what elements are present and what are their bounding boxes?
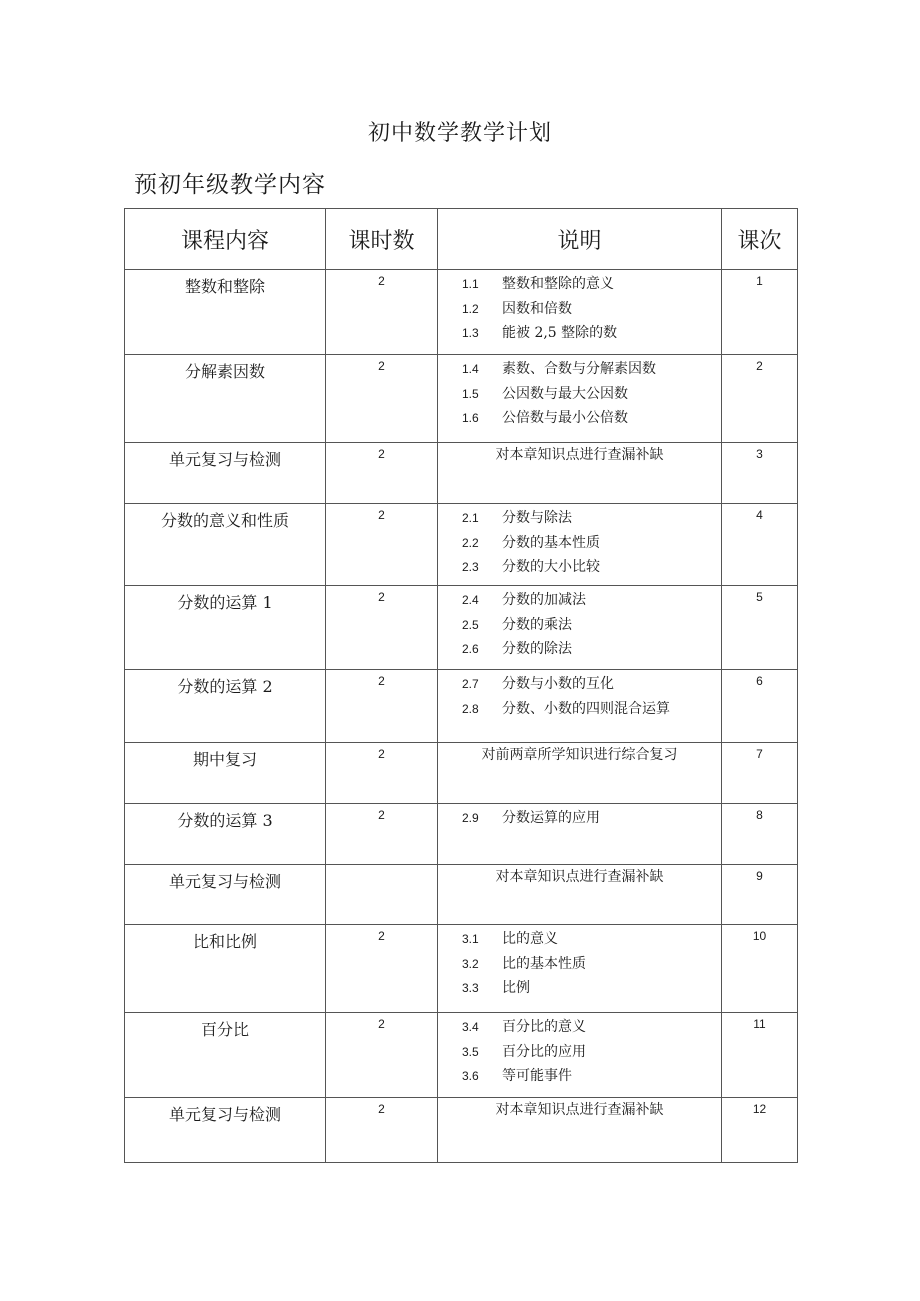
description-item [462, 613, 721, 638]
item-number: 3.1 [462, 932, 479, 946]
item-text: 分数的大小比较 [502, 559, 600, 575]
table-row [125, 865, 798, 925]
lesson-number-cell: 9 [722, 865, 798, 925]
description-item [462, 806, 721, 831]
description-cell [438, 443, 722, 504]
description-text: 对本章知识点进行查漏补缺 [495, 447, 664, 463]
description-item [462, 952, 721, 977]
item-text: 分数的加减法 [502, 592, 586, 608]
description-cell [438, 270, 722, 355]
description-cell [438, 925, 722, 1013]
course-name-cell: 分数的运算 3 [125, 804, 326, 865]
item-text: 分数运算的应用 [502, 810, 600, 826]
description-item [462, 588, 721, 613]
hours-cell: 2 [326, 1013, 438, 1098]
item-text: 等可能事件 [502, 1068, 572, 1084]
item-number: 2.3 [462, 560, 479, 574]
description-item [462, 1015, 721, 1040]
teaching-plan-table [124, 208, 798, 1163]
document-title: 初中数学教学计划 [367, 121, 552, 146]
item-number: 3.5 [462, 1044, 479, 1059]
hours-cell: 2 [326, 443, 438, 504]
description-item [462, 506, 721, 531]
item-number: 3.3 [462, 981, 479, 995]
item-number: 1.5 [462, 386, 479, 401]
header-lesson-number: 课次 [722, 209, 798, 270]
lesson-number-cell: 8 [722, 804, 798, 865]
item-text: 百分比的应用 [502, 1043, 586, 1060]
lesson-number-cell: 7 [722, 743, 798, 804]
course-name-cell: 期中复习 [125, 743, 326, 804]
item-text: 百分比的意义 [502, 1019, 586, 1035]
table-row [125, 355, 798, 443]
course-name-cell: 单元复习与检测 [125, 865, 326, 925]
item-number: 2.2 [462, 535, 479, 550]
hours-cell: 2 [326, 270, 438, 355]
description-cell [438, 1098, 722, 1163]
description-item [462, 272, 721, 297]
description-item [462, 531, 721, 556]
hours-cell: 2 [326, 504, 438, 586]
course-name-cell: 整数和整除 [125, 270, 326, 355]
item-number: 1.1 [462, 277, 479, 291]
item-number: 2.1 [462, 511, 479, 525]
table-row [125, 1013, 798, 1098]
description-item [462, 555, 721, 580]
table-row [125, 443, 798, 504]
item-text: 分数与除法 [502, 510, 572, 526]
item-number: 1.6 [462, 411, 479, 425]
course-name-cell: 分解素因数 [125, 355, 326, 443]
section-subtitle: 预初年级教学内容 [134, 172, 326, 198]
item-text: 因数和倍数 [502, 300, 572, 317]
header-course-content: 课程内容 [125, 209, 326, 270]
item-number: 1.2 [462, 301, 479, 316]
description-text: 对本章知识点进行查漏补缺 [495, 1102, 664, 1118]
lesson-number-cell: 12 [722, 1098, 798, 1163]
item-text: 分数、小数的四则混合运算 [502, 700, 670, 717]
hours-cell: 2 [326, 743, 438, 804]
table-row [125, 270, 798, 355]
hours-cell [326, 865, 438, 925]
lesson-number-cell: 3 [722, 443, 798, 504]
description-cell [438, 670, 722, 743]
table-body [125, 270, 798, 1163]
table-header-row [125, 209, 798, 270]
item-text: 公倍数与最小公倍数 [502, 410, 628, 426]
table-row [125, 743, 798, 804]
course-name-cell: 分数的运算 2 [125, 670, 326, 743]
table-row [125, 670, 798, 743]
hours-cell: 2 [326, 925, 438, 1013]
hours-cell: 2 [326, 586, 438, 670]
hours-cell: 2 [326, 1098, 438, 1163]
course-name-cell: 分数的运算 1 [125, 586, 326, 670]
description-item [462, 357, 721, 382]
lesson-number-cell: 5 [722, 586, 798, 670]
table-row [125, 925, 798, 1013]
description-item [462, 697, 721, 722]
course-name-cell: 分数的意义和性质 [125, 504, 326, 586]
description-cell [438, 1013, 722, 1098]
lesson-number-cell: 6 [722, 670, 798, 743]
description-item [462, 297, 721, 322]
item-number: 2.4 [462, 593, 479, 607]
item-number: 2.9 [462, 811, 479, 825]
item-text: 分数的乘法 [502, 616, 572, 633]
course-name-cell: 百分比 [125, 1013, 326, 1098]
lesson-number-cell: 4 [722, 504, 798, 586]
item-number: 2.8 [462, 701, 479, 716]
hours-cell: 2 [326, 355, 438, 443]
description-item [462, 321, 721, 346]
course-name-cell: 单元复习与检测 [125, 443, 326, 504]
description-text: 对本章知识点进行查漏补缺 [495, 869, 664, 885]
description-cell [438, 355, 722, 443]
table-row [125, 586, 798, 670]
description-cell [438, 743, 722, 804]
description-item [462, 1064, 721, 1089]
item-number: 1.4 [462, 362, 479, 376]
table-row [125, 504, 798, 586]
item-text: 分数的基本性质 [502, 534, 600, 551]
lesson-number-cell: 1 [722, 270, 798, 355]
course-name-cell: 单元复习与检测 [125, 1098, 326, 1163]
item-text: 素数、合数与分解素因数 [502, 361, 656, 377]
description-item [462, 406, 721, 431]
description-item [462, 637, 721, 662]
description-cell [438, 504, 722, 586]
table-row [125, 804, 798, 865]
item-number: 2.7 [462, 677, 479, 691]
description-item [462, 672, 721, 697]
item-number: 2.5 [462, 617, 479, 632]
item-number: 3.2 [462, 956, 479, 971]
table-row [125, 1098, 798, 1163]
course-name-cell: 比和比例 [125, 925, 326, 1013]
description-item [462, 976, 721, 1001]
item-text: 分数与小数的互化 [502, 676, 614, 692]
description-cell [438, 865, 722, 925]
header-description: 说明 [438, 209, 722, 270]
item-text: 比的基本性质 [502, 955, 586, 972]
lesson-number-cell: 2 [722, 355, 798, 443]
item-number: 3.6 [462, 1069, 479, 1083]
hours-cell: 2 [326, 670, 438, 743]
item-text: 分数的除法 [502, 641, 572, 657]
description-item [462, 927, 721, 952]
description-cell [438, 586, 722, 670]
item-text: 比例 [502, 980, 530, 996]
item-number: 3.4 [462, 1020, 479, 1034]
description-cell [438, 804, 722, 865]
lesson-number-cell: 10 [722, 925, 798, 1013]
item-text: 比的意义 [502, 931, 558, 947]
item-number: 2.6 [462, 642, 479, 656]
description-text: 对前两章所学知识进行综合复习 [481, 747, 678, 763]
item-text: 整数和整除的意义 [502, 276, 614, 292]
header-hours: 课时数 [326, 209, 438, 270]
lesson-number-cell: 11 [722, 1013, 798, 1098]
item-text: 公因数与最大公因数 [502, 385, 628, 402]
description-item [462, 1040, 721, 1065]
description-item [462, 382, 721, 407]
item-text: 能被 2,5 整除的数 [502, 325, 618, 341]
hours-cell: 2 [326, 804, 438, 865]
item-number: 1.3 [462, 326, 479, 340]
